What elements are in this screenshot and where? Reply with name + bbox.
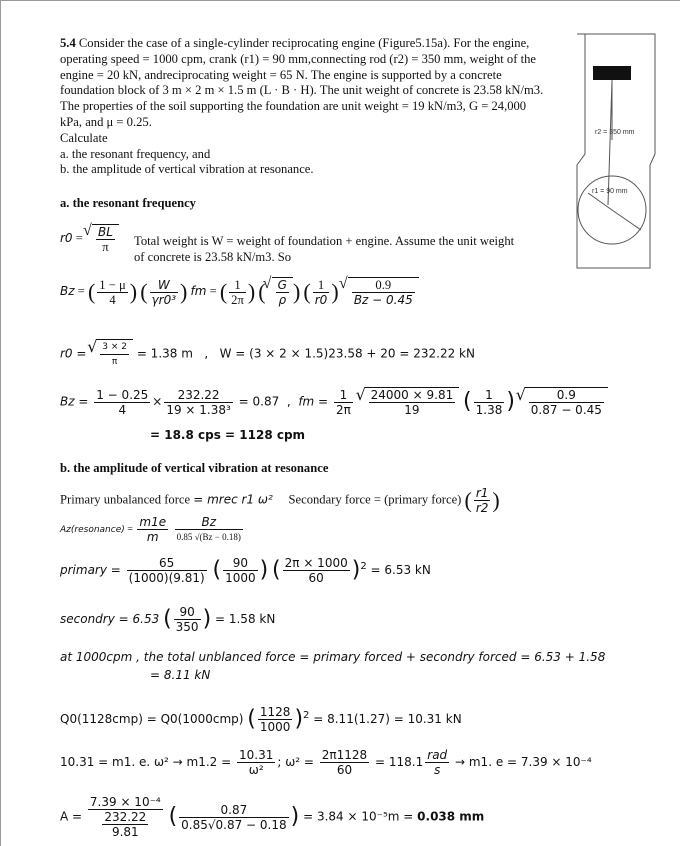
r0-formula: r0 = √ $\frac{BL}{\pi}$ — [60, 224, 119, 254]
bz-fm-formula: Bz = ( $\frac{1 - \mu}{4}$ ) ( $\frac{W}{\text{γr0³}}$ ) fm = ( $\frac{1}{2\pi}$ ) ( √ $\frac{G}{\rho}$ ) ( $\frac{1}{r0}$ ) √ $\frac{0.9}{Bz - 0.45}$ — [60, 277, 419, 307]
force-definitions: Primary unbalanced force = mrec r1 ω² Secondary force = (primary force) ( $\frac{r1}{r2}$ ) — [60, 486, 500, 515]
bz-frac2-num: W — [150, 278, 178, 293]
r0-den: π — [102, 240, 109, 254]
r0-calc-lhs: r0 = — [60, 346, 87, 361]
m-mid2: = 118.1 — [375, 755, 424, 769]
m-f1-num: 10.31 — [239, 748, 274, 762]
primary-lhs: primary = — [60, 563, 121, 577]
secondary-frac-num: r1 — [475, 486, 489, 500]
bz-frac2-den: γr0³ — [151, 292, 177, 307]
a-result-bold: 0.038 mm — [417, 809, 485, 824]
total-force-line2: = 8.11 kN — [150, 668, 211, 682]
m-mid: ; ω² = — [277, 755, 314, 769]
bz-frac1-num: 1 − μ — [99, 277, 126, 292]
problem-text: Consider the case of a single-cylinder reciprocating engine (Figure5.15a). For the engine, operating speed = 1000 cpm, crank (r1) = 90 mm,connecting rod (r2) = 350 mm, weight of the engine = 20 kN, andreciprocating weight = 65 N. The engine is supported by a concrete foundation block of 3 m × 2 m × 1.5 m (L · B · H). The unit weight of concrete is 23.58 kN/m3. The properties of the soil supporting the foundation are unit weight = 19 kN/m3, G = 24,000 kPa, and μ = 0.25. — [60, 36, 544, 129]
r0-calc-result: = 1.38 m — [136, 346, 193, 361]
secondary-frac-den: r2 — [475, 501, 489, 515]
secondary-result: = 1.58 kN — [214, 612, 276, 626]
r0-calc-den: π — [111, 357, 118, 367]
secondary-f-den: 350 — [175, 620, 199, 634]
a-f2-den: 0.85√0.87 − 0.18 — [181, 817, 287, 832]
total-force-line1: at 1000cpm , the total unblanced force = primary forced + secondry forced = 6.53 + 1.58 — [60, 650, 606, 664]
fm-calc-f4-den: 0.87 − 0.45 — [530, 403, 602, 417]
r1-label: r1 = 90 mm — [592, 188, 628, 195]
secondary-calc: secondry = 6.53 ( $\frac{90}{350}$ ) = 1.58 kN — [60, 605, 276, 634]
m-end: → m1. e = 7.39 × 10⁻⁴ — [455, 755, 592, 769]
fm-result: = 18.8 cps = 1128 cpm — [150, 428, 306, 442]
a-f1-den-den: 9.81 — [111, 825, 139, 839]
a-calc: A = $\frac{\text{7.39 × 10⁻⁴}}{\frac{232.22}{9.81}}$ ( $\frac{0.87}{0.85√0.87 - 0.18}$ ) = 3.84 × 10⁻⁵m = 0.038 mm — [60, 795, 485, 839]
fm-frac3-den: r0 — [314, 292, 328, 307]
fm-frac4-num: √ 0.9 — [352, 278, 415, 293]
q-lhs: Q0(1128cmp) = Q0(1000cmp) — [60, 712, 244, 726]
bz-symbol: Bz — [60, 283, 75, 298]
r0-calc-num: √ 3 × 2 — [100, 340, 129, 355]
primary-f1-den: (1000)(9.81) — [128, 571, 205, 585]
m-calc — [60, 748, 592, 777]
fm-calc-f1-den: 2π — [335, 402, 351, 417]
a-result-plain: = 3.84 × 10⁻⁵m = — [303, 809, 414, 824]
a-res-f1-num: m1e — [139, 515, 167, 529]
a-f1-den-num: 232.22 — [104, 810, 147, 824]
m-f2-num: 2π1128 — [321, 748, 368, 762]
secondary-force-label: Secondary force = (primary force) — [288, 492, 462, 507]
a-res-f2-den: 0.85 √(Bz − 0.18) — [176, 532, 241, 542]
bz-calc-lhs: Bz = — [60, 394, 89, 409]
m-f2-den: 60 — [336, 763, 353, 777]
fm-calc-f3-num: 1 — [474, 388, 505, 403]
section-b-heading: b. the amplitude of vertical vibration at resonance — [60, 461, 329, 475]
bz-fm-calc: Bz = $\frac{1 - 0.25}{4}$ × $\frac{232.22}{\text{19 × 1.38³}}$ = 0.87 , fm = $\frac{1}{2\pi}$ √ $\frac{24000 \times 9.81}{19}$ ( $\frac{1}{1.38}$ ) √ $\frac{0.9}{0.87 - 0.45}$ — [60, 387, 608, 417]
secondary-lhs: secondry = 6.53 — [60, 612, 160, 626]
fm-frac4-den: Bz − 0.45 — [353, 293, 413, 307]
bz-frac1-den: 4 — [109, 292, 116, 307]
total-weight-note: Total weight is W = weight of foundation + engine. Assume the unit weight — [134, 234, 515, 248]
r2-label: r2 = 350 mm — [595, 129, 635, 136]
bz-calc-f2-den: 19 × 1.38³ — [166, 402, 231, 417]
q-calc: Q0(1128cmp) = Q0(1000cmp) ( $\frac{1128}{1000}$ )$^2$ = 8.11(1.27) = 10.31 kN — [60, 705, 462, 734]
fm-frac2-num: √ G — [277, 278, 287, 292]
bz-calc-result: = 0.87 — [238, 394, 280, 409]
primary-f3-den: 60 — [308, 571, 324, 585]
fm-calc-f4-num: √ 0.9 — [529, 388, 604, 403]
fm-frac2-den: ρ — [278, 293, 287, 307]
concrete-note: of concrete is 23.58 kN/m3. So — [134, 250, 292, 264]
calculate-label: Calculate — [60, 130, 108, 145]
primary-f1-num: 65 — [127, 556, 207, 571]
primary-calc: primary = $\frac{65}{(1000)(9.81)}$ ( $\frac{90}{1000}$ ) ( $\frac{2\pi \times 1000}{60}$ )$^2$ = 6.53 kN — [60, 556, 431, 585]
bz-calc-f1-num: 1 − 0.25 — [96, 387, 149, 402]
fm-calc-f2-num: √ 24000 × 9.81 — [370, 388, 454, 402]
amplitude-formula: Az(resonance) = $\frac{m1e}{m}$ $\frac{Bz}{0.85 √(Bz - 0.18)}$ — [60, 515, 241, 544]
item-a: a. the resonant frequency, and — [60, 146, 211, 161]
q-result: = 8.11(1.27) = 10.31 kN — [313, 712, 462, 726]
fm-calc-lhs: fm = — [298, 394, 329, 409]
primary-force-label: Primary unbalanced force — [60, 492, 191, 507]
a-f2-num: 0.87 — [179, 803, 289, 818]
q-f-num: 1128 — [259, 705, 291, 719]
primary-f2-num: 90 — [223, 556, 258, 571]
r0-num: √ BL — [97, 225, 113, 239]
item-b: b. the amplitude of vertical vibration at resonance. — [60, 162, 314, 177]
q-f-den: 1000 — [259, 720, 291, 734]
r0-calc: r0 = √ $\frac{3 \times 2}{\pi}$ = 1.38 m , W = (3 × 2 × 1.5)23.58 + 20 = 232.22 kN — [60, 339, 475, 369]
fm-symbol: fm — [190, 283, 207, 298]
fm-calc-f3-den: 1.38 — [475, 402, 503, 417]
primary-f2-den: 1000 — [225, 571, 256, 585]
m-f1-den: ω² — [248, 763, 264, 777]
a-res-f1-den: m — [146, 530, 159, 544]
fm-frac1-num: 1 — [229, 278, 246, 293]
r0-symbol: r0 — [60, 230, 73, 245]
a-res-f2-num: Bz — [175, 515, 243, 530]
bz-calc-f2-num: 232.22 — [164, 388, 232, 403]
fm-frac1-den: 2π — [231, 292, 244, 307]
a-res-symbol: Az(resonance) — [60, 524, 125, 535]
fm-frac3-num: 1 — [313, 278, 330, 293]
primary-result: = 6.53 kN — [370, 563, 431, 577]
m-line-start: 10.31 = m1. e. ω² → m1.2 = — [60, 755, 232, 769]
m-f3-num: rad — [427, 748, 448, 762]
m-f3-den: s — [434, 763, 441, 777]
problem-number: 5.4 — [60, 36, 76, 50]
fm-calc-f1-num: 1 — [334, 388, 353, 403]
bz-calc-f1-den: 4 — [118, 402, 127, 417]
a-f1-num: 7.39 × 10⁻⁴ — [89, 795, 161, 809]
primary-force-expr: = mrec r1 ω² — [193, 492, 273, 507]
fm-calc-f2-den: 19 — [404, 403, 420, 417]
secondary-f-num: 90 — [174, 605, 201, 620]
section-a-heading: a. the resonant frequency — [60, 196, 196, 210]
a-lhs: A = — [60, 809, 83, 824]
primary-f3-num: 2π × 1000 — [284, 556, 348, 570]
piston-block — [593, 66, 631, 80]
w-calc: W = (3 × 2 × 1.5)23.58 + 20 = 232.22 kN — [219, 346, 475, 361]
